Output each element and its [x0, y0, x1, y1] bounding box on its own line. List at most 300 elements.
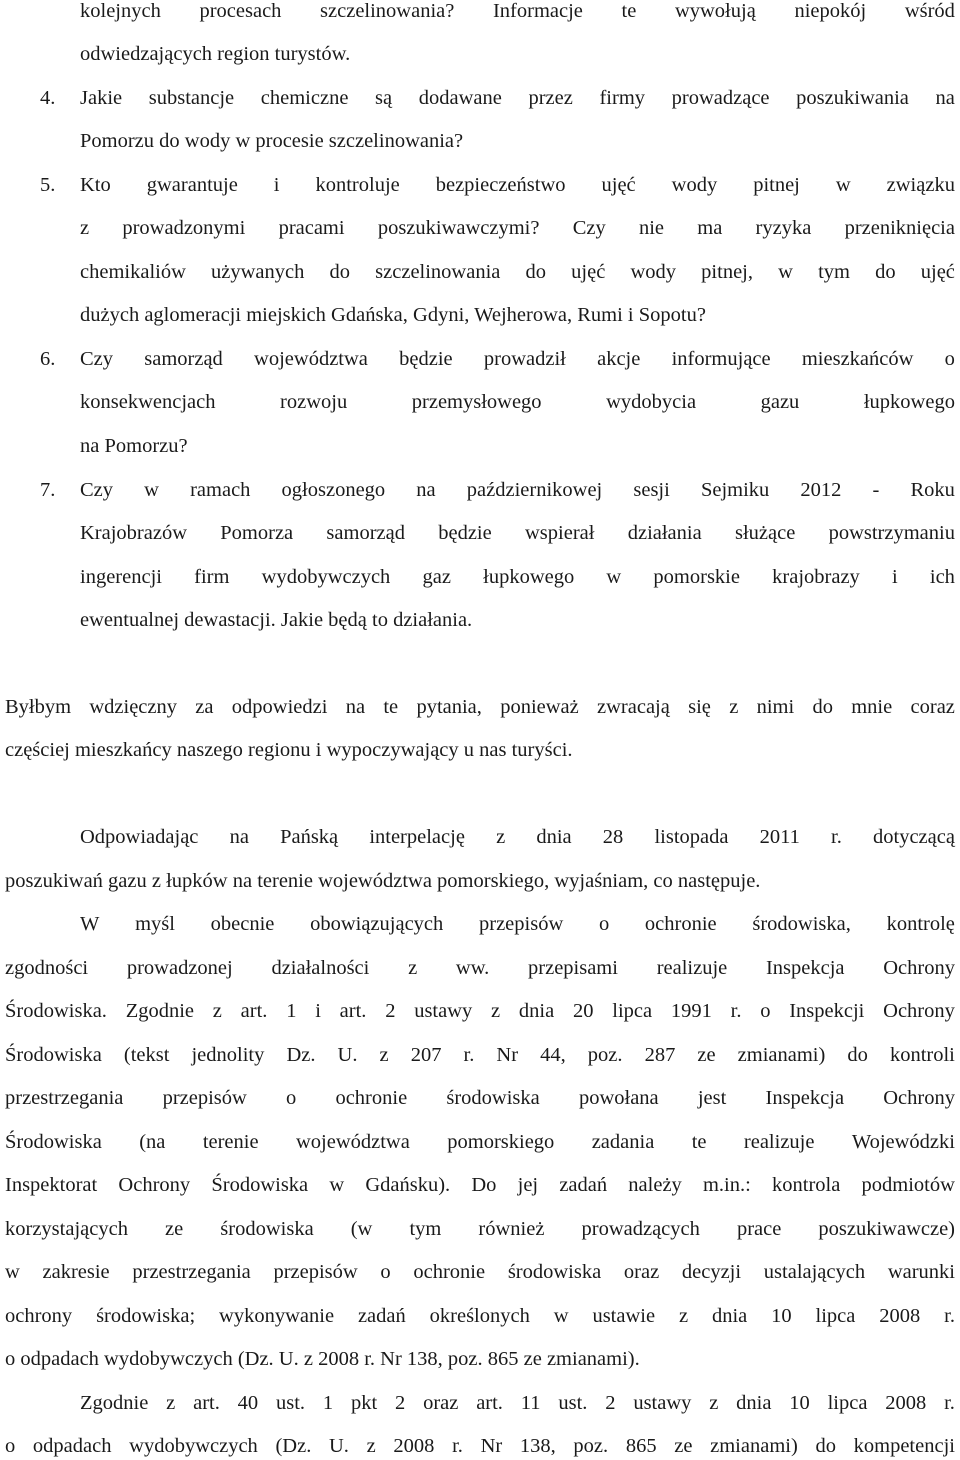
word: szczelinowania?: [320, 0, 455, 22]
word: ze: [697, 1044, 716, 1066]
word: r.: [944, 1305, 955, 1327]
word: przemysłowego: [411, 391, 542, 413]
word: dnia: [536, 826, 572, 848]
word: listopada: [654, 826, 729, 848]
question-7-line: [80, 476, 955, 504]
word: 1: [286, 1000, 297, 1022]
word: r.: [452, 1435, 463, 1457]
word: z: [366, 1435, 376, 1457]
word: 1: [322, 1392, 334, 1414]
word: ochronie: [413, 1261, 486, 1283]
word: m.in.:: [702, 1174, 751, 1196]
word: oraz: [423, 1392, 459, 1414]
word: dotyczącą: [873, 826, 955, 848]
word: Czy: [572, 217, 606, 239]
word: Kto: [80, 174, 111, 196]
closing-line: częściej mieszkańcy naszego regionu i wypoczywający u nas turyści.: [5, 739, 573, 761]
word: obecnie: [210, 913, 275, 935]
word: 138,: [519, 1435, 556, 1457]
word: rozwoju: [280, 391, 348, 413]
word: chemikaliów: [80, 261, 186, 283]
word: Roku: [910, 479, 955, 501]
word: prowadzonej: [126, 957, 233, 979]
word: wykonywanie: [219, 1305, 335, 1327]
word: ww.: [455, 957, 490, 979]
word: kontroluje: [315, 174, 400, 196]
word: Sejmiku: [700, 479, 770, 501]
word: poz.: [573, 1435, 609, 1457]
word: ujęć: [601, 174, 636, 196]
question-7-line: ewentualnej dewastacji. Jakie będą to działania.: [80, 609, 473, 631]
question-number: 6.: [40, 348, 56, 370]
word: gaz: [422, 566, 451, 588]
word: przepisów: [479, 913, 564, 935]
question-5-line: [80, 258, 955, 286]
word: oraz: [623, 1261, 660, 1283]
word: z: [709, 1392, 719, 1414]
word: poszukiwawcze): [818, 1218, 955, 1240]
word: przez: [528, 87, 573, 109]
word: 207: [410, 1044, 442, 1066]
word: ogłoszonego: [281, 479, 386, 501]
answer-para3-line: [5, 1432, 955, 1460]
word: 11: [520, 1392, 541, 1414]
word: pomorskiego: [447, 1131, 555, 1153]
word: na: [935, 87, 955, 109]
word: realizuje: [743, 1131, 815, 1153]
word: szczelinowania: [375, 261, 501, 283]
word: Ochrony: [118, 1174, 191, 1196]
answer-para1-line: poszukiwań gazu z łupków na terenie województwa pomorskiego, wyjaśniam, co następuje.: [5, 870, 761, 892]
word: za: [195, 696, 214, 718]
word: o: [760, 1000, 771, 1022]
word: zmianami): [710, 1435, 798, 1457]
word: powołana: [578, 1087, 659, 1109]
word: wydobywczych: [261, 566, 391, 588]
word: przepisów: [273, 1261, 358, 1283]
word: Środowiska: [5, 1131, 102, 1153]
word: przepisami: [528, 957, 618, 979]
word: Dz.: [286, 1044, 316, 1066]
word: ujęć: [920, 261, 955, 283]
question-6-line: na Pomorzu?: [80, 435, 188, 457]
word: ujęć: [571, 261, 606, 283]
q3-tail-line1: [80, 0, 955, 25]
question-4-line: [80, 84, 955, 112]
question-7-line: [80, 519, 955, 547]
word: w: [5, 1261, 20, 1283]
word: 2008: [879, 1305, 921, 1327]
word: lipca: [612, 1000, 653, 1022]
word: substancje: [148, 87, 235, 109]
word: ochrony: [5, 1305, 73, 1327]
word: o: [5, 1435, 16, 1457]
word: Ochrony: [883, 1000, 955, 1022]
word: jest: [697, 1087, 727, 1109]
word: prowadzonymi: [122, 217, 246, 239]
word: samorząd: [326, 522, 405, 544]
word: województwa: [254, 348, 368, 370]
word: Zgodnie: [125, 1000, 195, 1022]
word: przestrzegania: [5, 1087, 124, 1109]
word: zadania: [591, 1131, 655, 1153]
word: łupkowego: [863, 391, 955, 413]
word: 2008: [393, 1435, 435, 1457]
word: dodawane: [418, 87, 502, 109]
word: z: [80, 217, 90, 239]
word: Gdańsku).: [365, 1174, 451, 1196]
word: kontroli: [889, 1044, 955, 1066]
word: zadań: [357, 1305, 406, 1327]
word: 287: [644, 1044, 676, 1066]
word: prowadzących: [581, 1218, 700, 1240]
word: z: [678, 1305, 689, 1327]
word: wspierał: [525, 522, 595, 544]
word: Do: [471, 1174, 497, 1196]
word: (tekst: [123, 1044, 170, 1066]
word: 20: [572, 1000, 594, 1022]
answer-para2-line: [5, 997, 955, 1025]
answer-para2-line: [80, 910, 955, 938]
word: krajobrazy: [772, 566, 860, 588]
word: sesji: [633, 479, 670, 501]
word: do: [875, 261, 896, 283]
question-number: 7.: [40, 479, 56, 501]
word: 1991: [670, 1000, 712, 1022]
word: wody: [630, 261, 677, 283]
word: Inspekcja: [765, 957, 845, 979]
word: ze: [165, 1218, 184, 1240]
word: 2012: [800, 479, 842, 501]
word: Nr: [496, 1044, 519, 1066]
word: październikowej: [466, 479, 603, 501]
word: firm: [194, 566, 230, 588]
answer-para2-line: [5, 1258, 955, 1286]
word: jej: [517, 1174, 539, 1196]
word: Informacje: [492, 0, 583, 22]
word: kompetencji: [853, 1435, 955, 1457]
word: należy: [628, 1174, 682, 1196]
word: działalności: [271, 957, 370, 979]
word: i: [892, 566, 898, 588]
word: akcje: [597, 348, 641, 370]
word: Pomorza: [220, 522, 294, 544]
word: dnia: [518, 1000, 555, 1022]
word: pomorskie: [653, 566, 740, 588]
word: wydobycia: [606, 391, 697, 413]
word: zakresie: [42, 1261, 110, 1283]
answer-para2-line: [5, 1302, 955, 1330]
word: 28: [602, 826, 624, 848]
word: -: [872, 479, 880, 501]
word: wywołują: [674, 0, 756, 22]
word: Nr: [480, 1435, 503, 1457]
word: Ochrony: [883, 957, 955, 979]
word: środowiska: [446, 1087, 540, 1109]
word: (na: [139, 1131, 166, 1153]
word: kolejnych: [80, 0, 161, 22]
question-number: 5.: [40, 174, 56, 196]
answer-para1-line: [80, 823, 955, 851]
word: ustawie: [592, 1305, 656, 1327]
word: województwa: [295, 1131, 410, 1153]
word: zwracają: [597, 696, 670, 718]
word: warunki: [887, 1261, 955, 1283]
word: Wojewódzki: [851, 1131, 955, 1153]
word: Zgodnie: [80, 1392, 149, 1414]
word: art.: [339, 1000, 367, 1022]
word: Środowiska: [211, 1174, 309, 1196]
word: pitnej,: [701, 261, 753, 283]
word: kontrolę: [886, 913, 955, 935]
word: używanych: [211, 261, 305, 283]
word: poszukiwawczymi?: [377, 217, 540, 239]
word: ochronie: [644, 913, 717, 935]
word: konsekwencjach: [80, 391, 216, 413]
word: do: [525, 261, 547, 283]
word: odpowiedzi: [231, 696, 328, 718]
question-4-line: Pomorzu do wody w procesie szczelinowania?: [80, 130, 464, 152]
word: z: [166, 1392, 176, 1414]
word: środowiska;: [96, 1305, 196, 1327]
word: art.: [193, 1392, 220, 1414]
word: W: [80, 913, 100, 935]
word: w: [553, 1305, 569, 1327]
word: samorząd: [144, 348, 223, 370]
word: U.: [337, 1044, 358, 1066]
word: (w: [350, 1218, 373, 1240]
word: ochronie: [335, 1087, 408, 1109]
word: nie: [638, 217, 665, 239]
word: o: [944, 348, 955, 370]
word: terenie: [202, 1131, 259, 1153]
question-5-line: dużych aglomeracji miejskich Gdańska, Gdyni, Wejherowa, Rumi i Sopotu?: [80, 304, 706, 326]
word: środowiska,: [752, 913, 851, 935]
word: w: [606, 566, 622, 588]
word: z: [212, 1000, 222, 1022]
word: prace: [736, 1218, 782, 1240]
word: na: [229, 826, 249, 848]
word: chemiczne: [260, 87, 349, 109]
answer-para2-line: [5, 1084, 955, 1112]
word: do: [329, 261, 351, 283]
word: 2: [385, 1000, 396, 1022]
word: Inspektorat: [5, 1174, 98, 1196]
word: kontrola: [772, 1174, 841, 1196]
question-5-line: [80, 171, 955, 199]
answer-para2-line: [5, 954, 955, 982]
word: gwarantuje: [146, 174, 238, 196]
word: ich: [929, 566, 955, 588]
q3-tail-line2: odwiedzających region turystów.: [80, 43, 351, 65]
word: te: [691, 1131, 707, 1153]
word: lipca: [827, 1392, 868, 1414]
word: mieszkańców: [801, 348, 914, 370]
word: te: [383, 696, 399, 718]
answer-para3-line: [80, 1389, 955, 1417]
word: Jakie: [80, 87, 123, 109]
word: poz.: [587, 1044, 623, 1066]
word: art.: [476, 1392, 503, 1414]
word: do: [812, 696, 833, 718]
question-number: 4.: [40, 87, 56, 109]
closing-line: [5, 693, 955, 721]
word: i: [315, 1000, 321, 1022]
question-6-line: [80, 345, 955, 373]
word: środowiska: [507, 1261, 602, 1283]
word: o: [598, 913, 610, 935]
word: działania: [627, 522, 702, 544]
word: nimi: [756, 696, 795, 718]
word: Ochrony: [883, 1087, 955, 1109]
word: w: [329, 1174, 345, 1196]
word: tym: [818, 261, 850, 283]
word: myśl: [135, 913, 175, 935]
word: związku: [886, 174, 955, 196]
word: (Dz.: [275, 1435, 312, 1457]
word: się: [688, 696, 711, 718]
word: o: [380, 1261, 391, 1283]
word: korzystających: [5, 1218, 128, 1240]
word: podmiotów: [861, 1174, 955, 1196]
word: 2: [395, 1392, 406, 1414]
word: r.: [831, 826, 842, 848]
word: 10: [771, 1305, 792, 1327]
word: łupkowego: [483, 566, 575, 588]
word: mnie: [851, 696, 893, 718]
word: zgodności: [5, 957, 89, 979]
word: będzie: [438, 522, 492, 544]
word: z: [408, 957, 418, 979]
word: tym: [409, 1218, 442, 1240]
word: pitnej: [753, 174, 800, 196]
word: 865: [625, 1435, 657, 1457]
word: decyzji: [681, 1261, 742, 1283]
word: firmy: [599, 87, 646, 109]
word: wdzięczny: [89, 696, 178, 718]
word: poszukiwania: [796, 87, 909, 109]
question-7-line: [80, 563, 955, 591]
word: będzie: [399, 348, 453, 370]
word: z: [491, 1000, 501, 1022]
word: wśród: [904, 0, 955, 22]
word: jednolity: [191, 1044, 265, 1066]
word: ust.: [558, 1392, 588, 1414]
word: z: [379, 1044, 389, 1066]
question-5-line: [80, 214, 955, 242]
word: prowadzące: [671, 87, 770, 109]
word: w: [778, 261, 793, 283]
word: na: [416, 479, 436, 501]
word: Inspekcja: [765, 1087, 845, 1109]
word: pkt: [350, 1392, 378, 1414]
word: ma: [697, 217, 723, 239]
word: Odpowiadając: [80, 826, 199, 848]
word: bezpieczeństwo: [435, 174, 566, 196]
word: wydobywczych: [129, 1435, 258, 1457]
word: ze: [674, 1435, 693, 1457]
word: Pańską: [280, 826, 339, 848]
word: r.: [463, 1044, 475, 1066]
word: określonych: [429, 1305, 530, 1327]
word: niepokój: [794, 0, 867, 22]
word: z: [496, 826, 506, 848]
word: informujące: [671, 348, 771, 370]
word: odpadach: [32, 1435, 112, 1457]
word: do: [815, 1435, 836, 1457]
word: art.: [240, 1000, 268, 1022]
word: na: [345, 696, 366, 718]
word: Inspekcji: [789, 1000, 865, 1022]
word: U.: [329, 1435, 349, 1457]
word: Środowiska: [5, 1044, 102, 1066]
word: do: [847, 1044, 868, 1066]
word: Czy: [80, 479, 114, 501]
word: zadań: [559, 1174, 608, 1196]
word: prowadził: [483, 348, 566, 370]
word: obowiązujących: [310, 913, 444, 935]
word: 2: [605, 1392, 616, 1414]
word: 2011: [759, 826, 800, 848]
answer-para2-line: [5, 1215, 955, 1243]
word: wody: [671, 174, 718, 196]
word: ingerencji: [80, 566, 162, 588]
word: o: [286, 1087, 297, 1109]
word: dnia: [736, 1392, 772, 1414]
word: r.: [944, 1392, 955, 1414]
word: Środowiska.: [5, 1000, 107, 1022]
word: gazu: [760, 391, 800, 413]
word: przeniknięcia: [844, 217, 955, 239]
word: ustalających: [763, 1261, 866, 1283]
answer-para2-line: [5, 1041, 955, 1069]
word: środowiska: [220, 1218, 314, 1240]
word: Krajobrazów: [80, 522, 188, 544]
word: ust.: [276, 1392, 306, 1414]
word: ustawy: [414, 1000, 473, 1022]
word: również: [478, 1218, 545, 1240]
word: przepisów: [162, 1087, 247, 1109]
word: lipca: [815, 1305, 856, 1327]
word: realizuje: [656, 957, 728, 979]
word: 44,: [540, 1044, 566, 1066]
answer-para2-line: [5, 1128, 955, 1156]
word: w: [835, 174, 851, 196]
word: te: [621, 0, 637, 22]
word: dnia: [711, 1305, 748, 1327]
word: ustawy: [633, 1392, 692, 1414]
word: służące: [734, 522, 796, 544]
word: ramach: [190, 479, 251, 501]
word: i: [273, 174, 280, 196]
answer-para2-line: [5, 1171, 955, 1199]
word: 10: [789, 1392, 810, 1414]
word: ponieważ: [500, 696, 579, 718]
word: z: [729, 696, 739, 718]
word: ryzyka: [755, 217, 812, 239]
word: Czy: [80, 348, 114, 370]
word: przestrzegania: [132, 1261, 251, 1283]
word: zmianami): [737, 1044, 826, 1066]
word: pracami: [278, 217, 345, 239]
word: w: [144, 479, 159, 501]
word: są: [375, 87, 393, 109]
word: Byłbym: [5, 696, 72, 718]
word: pytania,: [416, 696, 482, 718]
question-6-line: [80, 388, 955, 416]
answer-para2-line: o odpadach wydobywczych (Dz. U. z 2008 r. Nr 138, poz. 865 ze zmianami).: [5, 1348, 640, 1370]
word: interpelację: [369, 826, 465, 848]
